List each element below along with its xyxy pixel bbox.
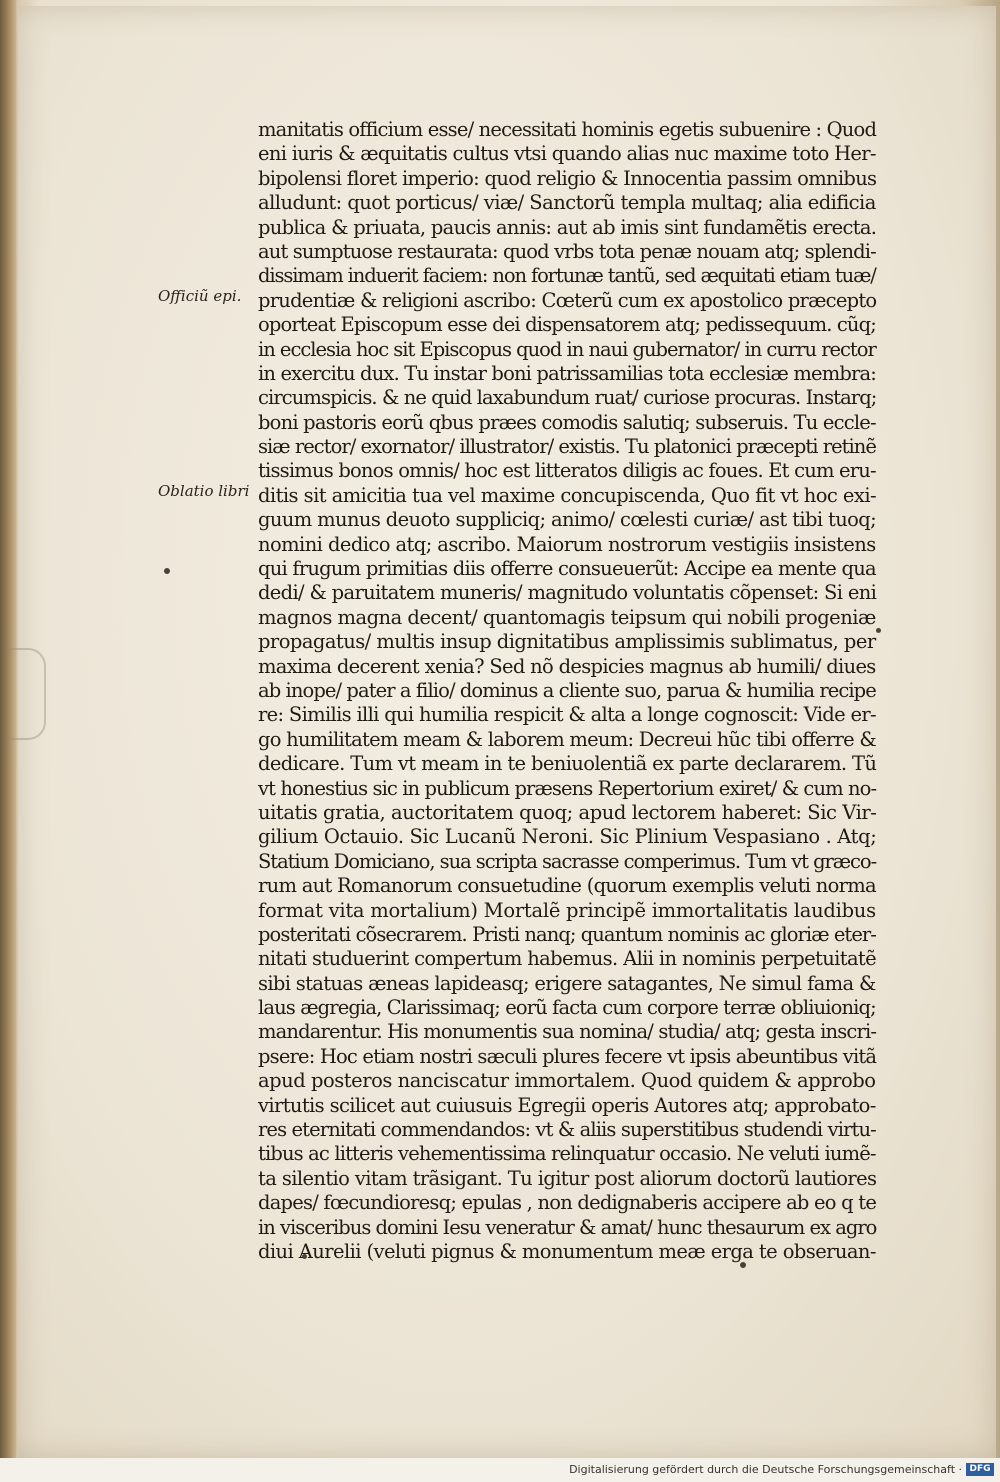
text-line: rum aut Romanorum consuetudine (quorum exemplis veluti norma — [258, 874, 876, 898]
text-line: psere: Hoc etiam nostri sæculi plures fecere vt ipsis abeuntibus vitã — [258, 1044, 877, 1068]
dfg-logo: DFG — [966, 1463, 994, 1476]
text-line: dedi/ & paruitatem muneris/ magnitudo voluntatis cõpenset: Si eni — [258, 581, 877, 605]
text-line: dedicare. Tum vt meam in te beniuolentiã ex parte declararem. Tũ — [258, 752, 877, 776]
text-line: bipolensi floret imperio: quod religio & Innocentia passim omnibus — [258, 166, 877, 190]
text-line: qui frugum primitias diis offerre consueuerũt: Accipe ea mente qua — [258, 557, 876, 581]
text-line: diui Aurelii (veluti pignus & monumentum meæ erga te obseruan- — [258, 1239, 876, 1263]
text-line: sibi statuas æneas lapideasq; erigere satagantes, Ne simul fama & — [258, 971, 876, 995]
text-line: prudentiæ & religioni ascribo: Cœterũ cum ex apostolico præcepto — [258, 288, 877, 312]
text-line: in exercitu dux. Tu instar boni patrissamilias tota ecclesiæ membra: — [258, 361, 877, 385]
text-line: gilium Octauio. Sic Lucanũ Neroni. Sic Plinium Vespasiano . Atq; — [258, 825, 877, 849]
text-line: format vita mortalium) Mortalẽ principẽ immortalitatis laudibus — [258, 898, 876, 922]
text-line: magnos magna decent/ quantomagis teipsum qui nobili progeniæ — [258, 605, 876, 629]
text-line: guum munus deuoto suppliciq; animo/ cœlesti curiæ/ ast tibi tuoq; — [258, 508, 877, 532]
text-line: nitati studuerint compertum habemus. Alii in nominis perpetuitatẽ — [258, 947, 877, 971]
text-line: tissimus bonos omnis/ hoc est litteratos diligis ac foues. Et cum eru- — [258, 459, 876, 483]
text-line: in ecclesia hoc sit Episcopus quod in naui gubernator/ in curru rector — [258, 337, 876, 361]
text-line: maxima decerent xenia? Sed nõ despicies magnus ab humili/ diues — [258, 654, 876, 678]
text-line: in visceribus domini Iesu veneratur & amat/ hunc thesaurum ex agro — [258, 1215, 877, 1239]
text-line: Statium Domiciano, sua scripta sacrasse comperimus. Tum vt græco- — [258, 849, 877, 873]
text-line: ta silentio vitam trãsigant. Tu igitur post aliorum doctorũ lautiores — [258, 1166, 877, 1190]
marginal-note-oblatio: Oblatio libri — [158, 482, 250, 500]
paper-clip-mark — [10, 648, 46, 740]
text-line: alludunt: quot porticus/ viæ/ Sanctorũ templa multaq; alia edificia — [258, 191, 876, 215]
text-line: nomini dedico atq; ascribo. Maiorum nostrorum vestigiis insistens — [258, 532, 876, 556]
text-line: re: Similis illi qui humilia respicit & alta a longe cognoscit: Vide er- — [258, 703, 876, 727]
text-line: publica & priuata, paucis annis: aut ab imis sint fundamẽtis erecta. — [258, 215, 877, 239]
text-line: mandarentur. His monumentis sua nomina/ studia/ atq; gesta inscri- — [258, 1020, 877, 1044]
text-line: eni iuris & æquitatis cultus vtsi quando alias nuc maxime toto Her- — [258, 142, 876, 166]
body-text — [258, 118, 878, 1264]
text-line: posteritati cõsecrarem. Pristi nanq; quantum nominis ac gloriæ eter- — [258, 922, 876, 946]
text-line: go humilitatem meam & laborem meum: Decreui hũc tibi offerre & — [258, 727, 876, 751]
text-line: virtutis scilicet aut cuiusuis Egregii operis Autores atq; approbato- — [258, 1093, 876, 1117]
ink-speck — [164, 568, 170, 574]
text-line: oporteat Episcopum esse dei dispensatorem atq; pedissequum. cũq; — [258, 313, 876, 337]
text-line: siæ rector/ exornator/ illustrator/ existis. Tu platonici præcepti retinẽ — [258, 435, 876, 459]
text-line: propagatus/ multis insup dignitatibus amplissimis sublimatus, per — [258, 630, 876, 654]
text-line: dissimam induerit faciem: non fortunæ tantũ, sed æquitati etiam tuæ/ — [258, 264, 876, 288]
footer-credit: Digitalisierung gefördert durch die Deutsche Forschungsgemeinschaft · — [569, 1463, 962, 1476]
text-line: vt honestius sic in publicum præsens Repertorium exiret/ & cum no- — [258, 776, 877, 800]
marginal-note-officium: Officiũ epi. — [158, 287, 242, 305]
text-line: ditis sit amicitia tua vel maxime concupiscenda, Quo fit vt hoc exi- — [258, 483, 877, 507]
text-line: ab inope/ pater a filio/ dominus a cliente suo, parua & humilia recipe — [258, 678, 876, 702]
text-line: res eternitati commendandos: vt & aliis superstitibus studendi virtu- — [258, 1118, 876, 1142]
text-line: apud posteros nanciscatur immortalem. Quod quidem & approbo — [258, 1069, 876, 1093]
text-line: tibus ac litteris vehementissima relinquatur occasio. Ne veluti iumẽ- — [258, 1142, 876, 1166]
text-line: circumspicis. & ne quid laxabundum ruat/ curiose procuras. Instarq; — [258, 386, 877, 410]
footer-bar — [0, 1458, 1000, 1482]
text-line: aut sumptuose restaurata: quod vrbs tota penæ nouam atq; splendi- — [258, 239, 876, 263]
text-line: uitatis gratia, auctoritatem quoq; apud lectorem haberet: Sic Vir- — [258, 800, 877, 824]
text-line: dapes/ fœcundioresq; epulas , non dedignaberis accipere ab eo q te — [258, 1191, 877, 1215]
text-line: laus ægregia, Clarissimaq; eorũ facta cum corpore terræ obliuioniq; — [258, 996, 876, 1020]
text-line: manitatis officium esse/ necessitati hominis egetis subuenire : Quod — [258, 118, 877, 141]
text-line: boni pastoris eorũ qbus præes comodis salutiq; subseruis. Tu eccle- — [258, 410, 876, 434]
